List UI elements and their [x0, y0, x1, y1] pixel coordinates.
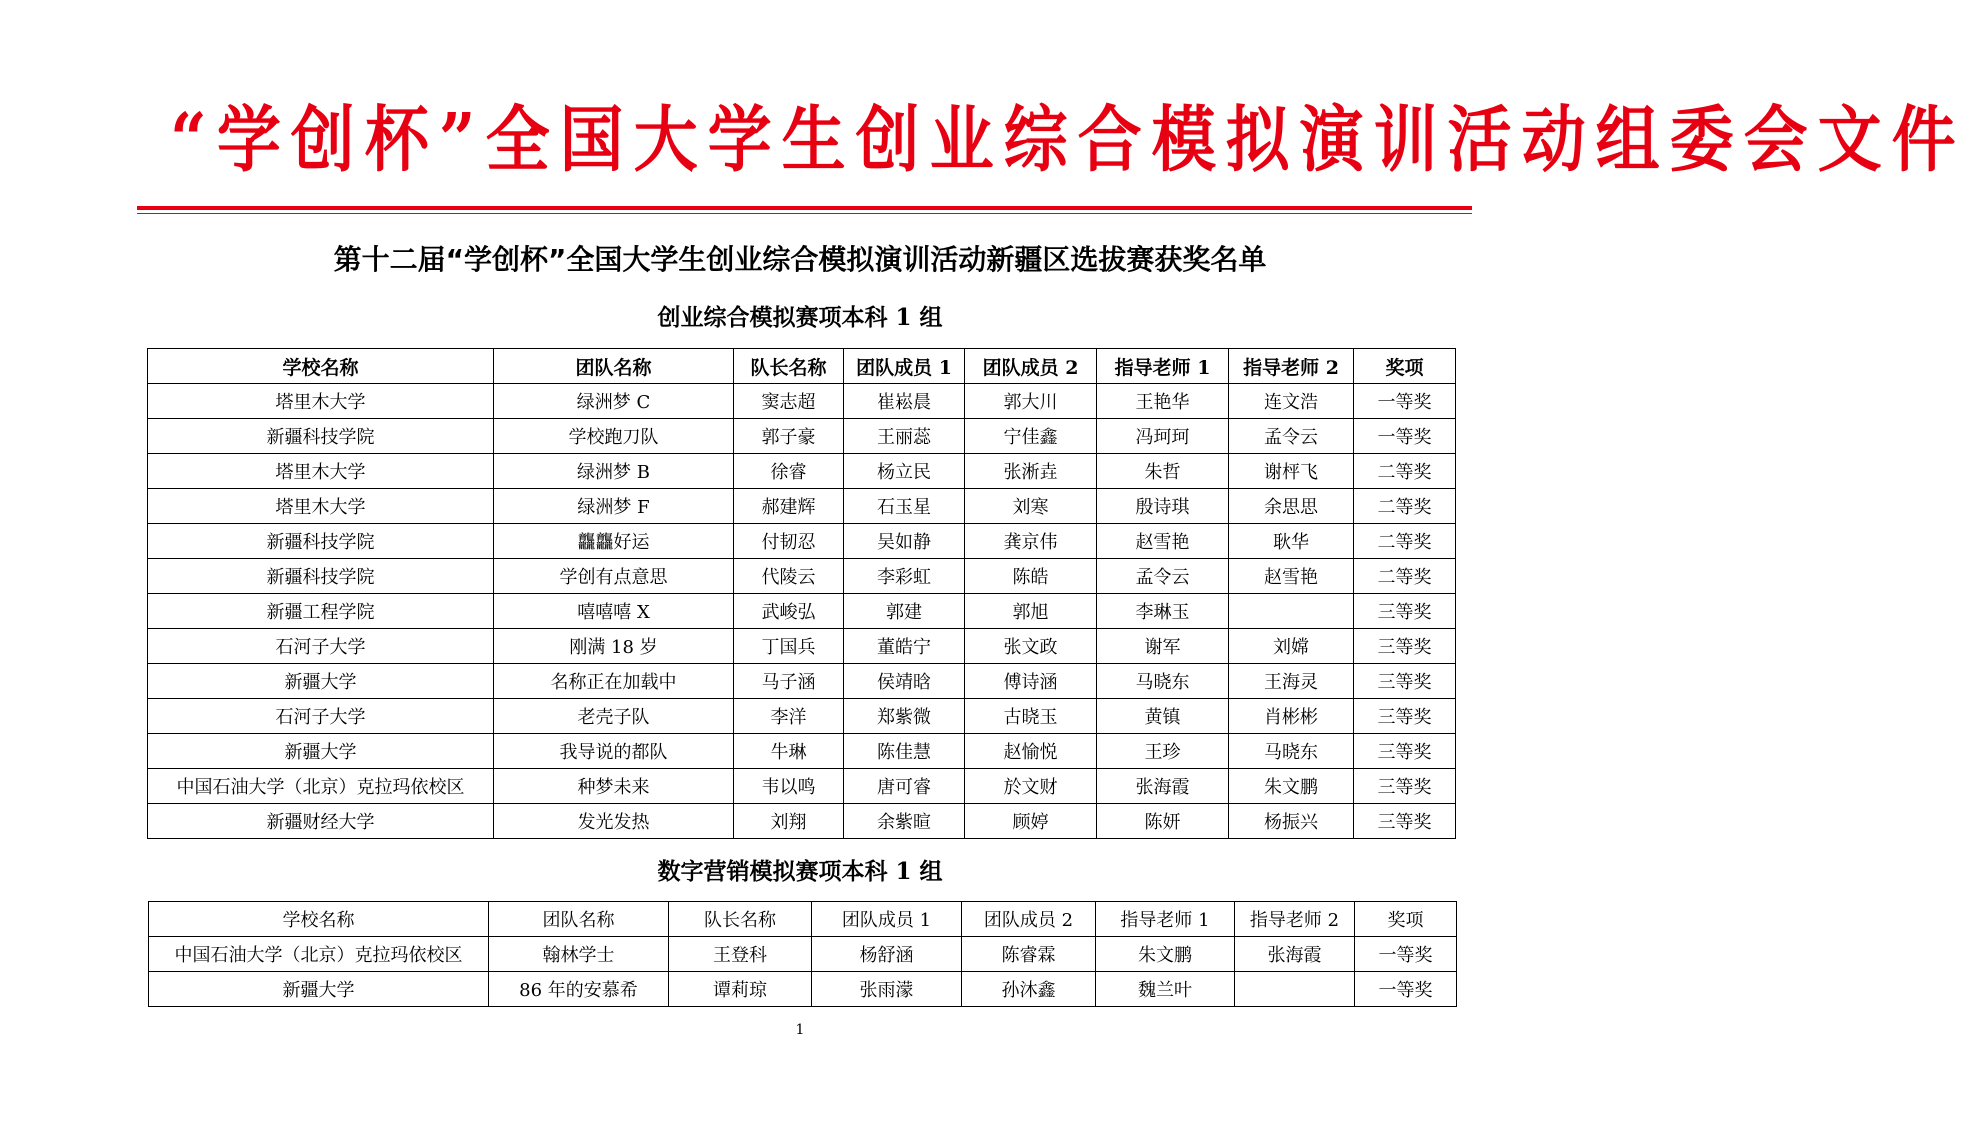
startup-awards-body	[148, 384, 1456, 839]
cell-school: 石河子大学	[148, 629, 494, 664]
cell-member-1: 余紫暄	[844, 804, 965, 839]
header-team: 团队名称	[489, 902, 669, 937]
cell-award: 二等奖	[1354, 524, 1456, 559]
cell-school: 新疆财经大学	[148, 804, 494, 839]
cell-member-1: 吴如静	[844, 524, 965, 559]
table-row	[149, 972, 1457, 1007]
cell-school: 新疆大学	[148, 734, 494, 769]
letterhead-rule-thin	[137, 213, 1472, 214]
cell-school: 新疆科技学院	[148, 419, 494, 454]
cell-advisor-2: 余思思	[1229, 489, 1354, 524]
cell-captain: 郭子豪	[734, 419, 844, 454]
award-list-title: 第十二届“学创杯”全国大学生创业综合模拟演训活动新疆区选拔赛获奖名单	[333, 243, 1267, 276]
cell-member-2: 郭大川	[965, 384, 1097, 419]
cell-team: 我导说的都队	[494, 734, 734, 769]
cell-advisor-2: 连文浩	[1229, 384, 1354, 419]
table-row	[148, 524, 1456, 559]
cell-award: 三等奖	[1354, 629, 1456, 664]
cell-member-1: 侯靖晗	[844, 664, 965, 699]
table-row	[148, 734, 1456, 769]
table-row	[148, 454, 1456, 489]
cell-team: 老壳子队	[494, 699, 734, 734]
cell-member-1: 董皓宁	[844, 629, 965, 664]
cell-advisor-2	[1235, 972, 1355, 1007]
marketing-awards-body	[149, 937, 1457, 1007]
cell-member-2: 张淅垚	[965, 454, 1097, 489]
cell-award: 一等奖	[1355, 937, 1457, 972]
cell-team: 学校跑刀队	[494, 419, 734, 454]
cell-school: 新疆工程学院	[148, 594, 494, 629]
cell-member-2: 张文政	[965, 629, 1097, 664]
header-award: 奖项	[1354, 349, 1456, 384]
cell-member-1: 石玉星	[844, 489, 965, 524]
cell-advisor-2: 谢枰飞	[1229, 454, 1354, 489]
cell-member-2: 於文财	[965, 769, 1097, 804]
cell-award: 三等奖	[1354, 664, 1456, 699]
header-advisor-2: 指导老师 2	[1229, 349, 1354, 384]
cell-captain: 牛琳	[734, 734, 844, 769]
cell-school: 新疆大学	[149, 972, 489, 1007]
header-member-2: 团队成员 2	[962, 902, 1096, 937]
cell-advisor-2: 马晓东	[1229, 734, 1354, 769]
table-row	[149, 937, 1457, 972]
cell-school: 塔里木大学	[148, 384, 494, 419]
cell-captain: 谭莉琼	[669, 972, 812, 1007]
cell-advisor-2: 杨振兴	[1229, 804, 1354, 839]
cell-member-1: 崔崧晨	[844, 384, 965, 419]
cell-team: 嘻嘻嘻 X	[494, 594, 734, 629]
letterhead-title: “学创杯”全国大学生创业综合模拟演训活动组委会文件	[170, 98, 1966, 183]
header-team: 团队名称	[494, 349, 734, 384]
cell-member-2: 古晓玉	[965, 699, 1097, 734]
letterhead-rule-thick	[137, 206, 1472, 210]
cell-team: 86 年的安慕希	[489, 972, 669, 1007]
cell-team: 学创有点意思	[494, 559, 734, 594]
cell-captain: 付韧忍	[734, 524, 844, 559]
cell-team: 名称正在加载中	[494, 664, 734, 699]
header-member-1: 团队成员 1	[812, 902, 962, 937]
cell-captain: 马子涵	[734, 664, 844, 699]
marketing-awards-table	[148, 901, 1457, 1007]
cell-advisor-1: 孟令云	[1097, 559, 1229, 594]
cell-team: 绿洲梦 B	[494, 454, 734, 489]
cell-advisor-2: 朱文鹏	[1229, 769, 1354, 804]
cell-school: 中国石油大学（北京）克拉玛依校区	[148, 769, 494, 804]
cell-advisor-1: 张海霞	[1097, 769, 1229, 804]
header-member-2: 团队成员 2	[965, 349, 1097, 384]
table-row	[148, 419, 1456, 454]
cell-team: 翰林学士	[489, 937, 669, 972]
cell-advisor-1: 朱文鹏	[1096, 937, 1235, 972]
cell-captain: 王登科	[669, 937, 812, 972]
cell-school: 新疆科技学院	[148, 524, 494, 559]
cell-advisor-2: 赵雪艳	[1229, 559, 1354, 594]
cell-advisor-2	[1229, 594, 1354, 629]
cell-captain: 代陵云	[734, 559, 844, 594]
cell-captain: 韦以鸣	[734, 769, 844, 804]
cell-member-2: 孙沐鑫	[962, 972, 1096, 1007]
header-captain: 队长名称	[669, 902, 812, 937]
table-row	[148, 629, 1456, 664]
cell-advisor-1: 殷诗琪	[1097, 489, 1229, 524]
cell-captain: 李洋	[734, 699, 844, 734]
cell-captain: 郝建辉	[734, 489, 844, 524]
cell-member-1: 陈佳慧	[844, 734, 965, 769]
table-row	[148, 559, 1456, 594]
cell-advisor-2: 王海灵	[1229, 664, 1354, 699]
cell-member-1: 杨立民	[844, 454, 965, 489]
cell-captain: 丁国兵	[734, 629, 844, 664]
cell-school: 新疆科技学院	[148, 559, 494, 594]
section-title-marketing: 数字营销模拟赛项本科 1 组	[657, 858, 943, 885]
cell-advisor-2: 张海霞	[1235, 937, 1355, 972]
cell-award: 二等奖	[1354, 454, 1456, 489]
cell-advisor-1: 朱哲	[1097, 454, 1229, 489]
header-advisor-1: 指导老师 1	[1096, 902, 1235, 937]
header-school: 学校名称	[149, 902, 489, 937]
cell-award: 二等奖	[1354, 559, 1456, 594]
cell-award: 一等奖	[1354, 419, 1456, 454]
cell-member-2: 傅诗涵	[965, 664, 1097, 699]
header-advisor-1: 指导老师 1	[1097, 349, 1229, 384]
cell-award: 三等奖	[1354, 594, 1456, 629]
table-header-row	[148, 349, 1456, 384]
section-title-startup: 创业综合模拟赛项本科 1 组	[657, 304, 943, 331]
table-row	[148, 594, 1456, 629]
cell-member-1: 张雨濛	[812, 972, 962, 1007]
header-captain: 队长名称	[734, 349, 844, 384]
cell-member-1: 李彩虹	[844, 559, 965, 594]
table-row	[148, 769, 1456, 804]
cell-member-2: 陈皓	[965, 559, 1097, 594]
header-advisor-2: 指导老师 2	[1235, 902, 1355, 937]
cell-advisor-2: 肖彬彬	[1229, 699, 1354, 734]
cell-captain: 武峻弘	[734, 594, 844, 629]
startup-awards-table	[147, 348, 1456, 839]
cell-team: 发光发热	[494, 804, 734, 839]
cell-advisor-1: 王艳华	[1097, 384, 1229, 419]
cell-advisor-2: 孟令云	[1229, 419, 1354, 454]
cell-team: 龘龘好运	[494, 524, 734, 559]
cell-award: 三等奖	[1354, 769, 1456, 804]
table-header-row	[149, 902, 1457, 937]
cell-member-1: 杨舒涵	[812, 937, 962, 972]
cell-award: 三等奖	[1354, 804, 1456, 839]
cell-captain: 徐睿	[734, 454, 844, 489]
table-row	[148, 699, 1456, 734]
cell-advisor-1: 冯珂珂	[1097, 419, 1229, 454]
cell-advisor-1: 陈妍	[1097, 804, 1229, 839]
cell-member-2: 刘寒	[965, 489, 1097, 524]
cell-advisor-1: 魏兰叶	[1096, 972, 1235, 1007]
cell-captain: 刘翔	[734, 804, 844, 839]
cell-school: 中国石油大学（北京）克拉玛依校区	[149, 937, 489, 972]
cell-award: 二等奖	[1354, 489, 1456, 524]
header-school: 学校名称	[148, 349, 494, 384]
page-number: 1	[795, 1022, 805, 1038]
cell-advisor-1: 谢军	[1097, 629, 1229, 664]
cell-member-1: 唐可睿	[844, 769, 965, 804]
cell-member-1: 郑紫微	[844, 699, 965, 734]
table-row	[148, 664, 1456, 699]
cell-advisor-1: 李琳玉	[1097, 594, 1229, 629]
cell-advisor-2: 刘嫦	[1229, 629, 1354, 664]
header-member-1: 团队成员 1	[844, 349, 965, 384]
cell-school: 塔里木大学	[148, 454, 494, 489]
cell-member-2: 陈睿霖	[962, 937, 1096, 972]
cell-award: 三等奖	[1354, 699, 1456, 734]
header-award: 奖项	[1355, 902, 1457, 937]
cell-advisor-1: 黄镇	[1097, 699, 1229, 734]
cell-advisor-1: 王珍	[1097, 734, 1229, 769]
table-row	[148, 489, 1456, 524]
cell-school: 塔里木大学	[148, 489, 494, 524]
cell-captain: 窦志超	[734, 384, 844, 419]
cell-member-1: 郭建	[844, 594, 965, 629]
cell-team: 绿洲梦 C	[494, 384, 734, 419]
cell-school: 新疆大学	[148, 664, 494, 699]
cell-member-2: 郭旭	[965, 594, 1097, 629]
table-row	[148, 804, 1456, 839]
cell-member-1: 王丽蕊	[844, 419, 965, 454]
cell-team: 绿洲梦 F	[494, 489, 734, 524]
cell-award: 三等奖	[1354, 734, 1456, 769]
cell-advisor-1: 赵雪艳	[1097, 524, 1229, 559]
table-row	[148, 384, 1456, 419]
cell-team: 种梦未来	[494, 769, 734, 804]
cell-award: 一等奖	[1355, 972, 1457, 1007]
cell-team: 刚满 18 岁	[494, 629, 734, 664]
cell-member-2: 赵愉悦	[965, 734, 1097, 769]
cell-member-2: 宁佳鑫	[965, 419, 1097, 454]
cell-member-2: 龚京伟	[965, 524, 1097, 559]
cell-advisor-1: 马晓东	[1097, 664, 1229, 699]
cell-advisor-2: 耿华	[1229, 524, 1354, 559]
cell-member-2: 顾婷	[965, 804, 1097, 839]
cell-school: 石河子大学	[148, 699, 494, 734]
cell-award: 一等奖	[1354, 384, 1456, 419]
